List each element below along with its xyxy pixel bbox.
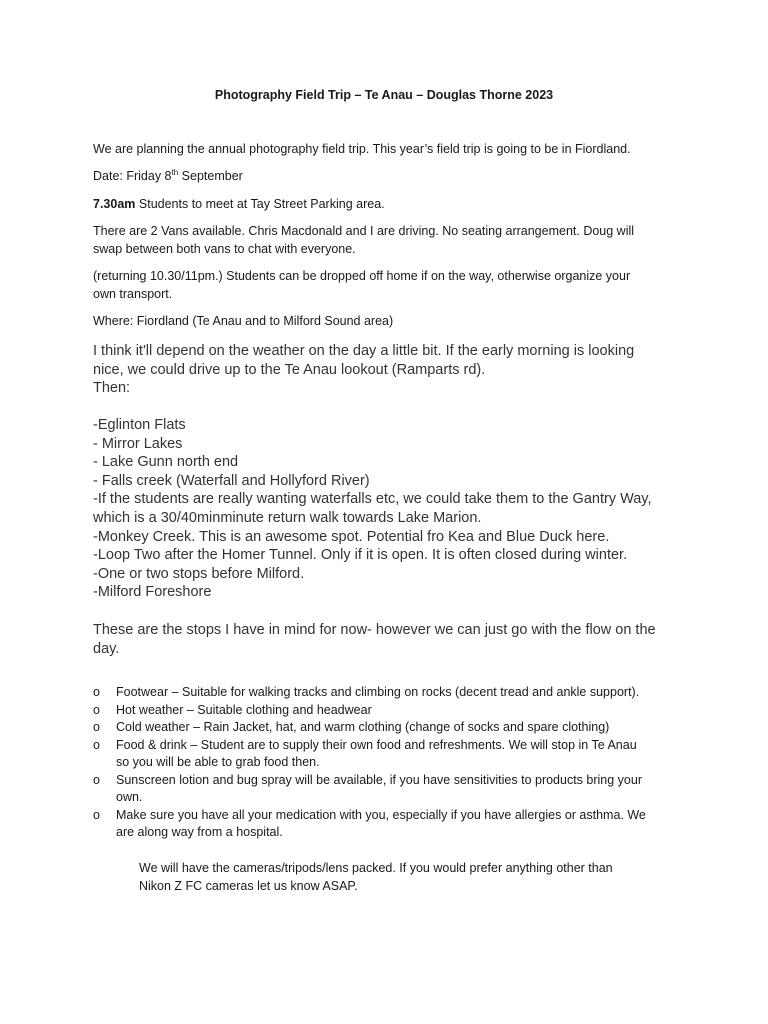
closing-line: These are the stops I have in mind for now- however we can just go with the flow on the [93, 622, 656, 638]
meet-time: 7.30am [93, 197, 136, 211]
list-item-text: Sunscreen lotion and bug spray will be available, if you have sensitivities to products bring your [116, 772, 642, 787]
bullet-marker: o [93, 772, 100, 787]
list-item [93, 702, 683, 720]
date-superscript: th [171, 167, 179, 177]
meet-text: Students to meet at Tay Street Parking area. [135, 197, 385, 211]
list-item [93, 807, 683, 842]
stop-item: -Eglinton Flats [93, 417, 186, 433]
plan-line: nice, we could drive up to the Te Anau lookout (Ramparts rd). [93, 361, 486, 378]
stop-item: - Lake Gunn north end [93, 454, 239, 471]
stop-item: -If the students are really wanting waterfalls etc, we could take them to the Gantry Way, [93, 491, 652, 508]
plan-paragraph [93, 342, 693, 398]
list-item [93, 737, 683, 772]
stop-item: - Mirror Lakes [93, 435, 183, 452]
date-prefix: Date: Friday 8 [93, 169, 172, 183]
checklist [93, 684, 683, 842]
returning-line: own transport. [93, 286, 173, 301]
list-item-text: Footwear – Suitable for walking tracks and climbing on rocks (decent tread and ankle support). [116, 685, 640, 699]
stop-item: -Monkey Creek. This is an awesome spot. Potential fro Kea and Blue Duck here. [93, 528, 610, 545]
stop-item: which is a 30/40minminute return walk towards Lake Marion. [93, 509, 482, 526]
returning-paragraph [93, 268, 683, 303]
list-item-text: Make sure you have all your medication with you, especially if you have allergies or asthma. We [116, 807, 646, 822]
closing-line: day. [93, 640, 120, 657]
vans-line: swap between both vans to chat with everyone. [93, 241, 356, 256]
stop-item: -Loop Two after the Homer Tunnel. Only if it is open. It is often closed during winter. [93, 547, 628, 564]
note-line: We will have the cameras/tripods/lens packed. If you would prefer anything other than [139, 861, 613, 875]
stops-list [93, 416, 693, 602]
bullet-marker: o [93, 702, 100, 717]
vans-paragraph [93, 223, 683, 258]
returning-line: (returning 10.30/11pm.) Students can be dropped off home if on the way, otherwise organize your [93, 269, 631, 283]
list-item [93, 719, 683, 737]
list-item [93, 684, 683, 702]
plan-line: Then: [93, 380, 131, 397]
note-line: Nikon Z FC cameras let us know ASAP. [139, 878, 358, 893]
page-title: Photography Field Trip – Te Anau – Douglas Thorne 2023 [214, 88, 554, 102]
list-item-text: are along way from a hospital. [116, 825, 283, 839]
date-suffix: September [178, 169, 243, 183]
stop-item: -One or two stops before Milford. [93, 565, 305, 582]
stop-item: - Falls creek (Waterfall and Hollyford River) [93, 472, 370, 489]
list-item-text: own. [116, 790, 143, 804]
list-item-text: Hot weather – Suitable clothing and headwear [116, 702, 372, 717]
intro-paragraph: We are planning the annual photography field trip. This year’s field trip is going to be in Fiordland. [93, 142, 631, 156]
plan-line: I think it'll depend on the weather on the day a little bit. If the early morning is looking [93, 343, 635, 359]
meet-line [93, 196, 683, 214]
vans-line: There are 2 Vans available. Chris Macdonald and I are driving. No seating arrangement. Doug will [93, 224, 635, 238]
list-item-text: so you will be able to grab food then. [116, 755, 320, 769]
closing-paragraph [93, 621, 693, 658]
list-item-text: Cold weather – Rain Jacket, hat, and warm clothing (change of socks and spare clothing) [116, 720, 610, 734]
bullet-marker: o [93, 807, 100, 822]
stop-item: -Milford Foreshore [93, 584, 212, 601]
date-line [93, 168, 683, 186]
bullet-marker: o [93, 685, 100, 699]
list-item-text: Food & drink – Student are to supply their own food and refreshments. We will stop in Te Anau [116, 737, 637, 752]
bullet-marker: o [93, 720, 100, 734]
list-item [93, 772, 683, 807]
where-line: Where: Fiordland (Te Anau and to Milford Sound area) [93, 314, 394, 328]
equipment-note [139, 860, 679, 895]
bullet-marker: o [93, 737, 100, 752]
